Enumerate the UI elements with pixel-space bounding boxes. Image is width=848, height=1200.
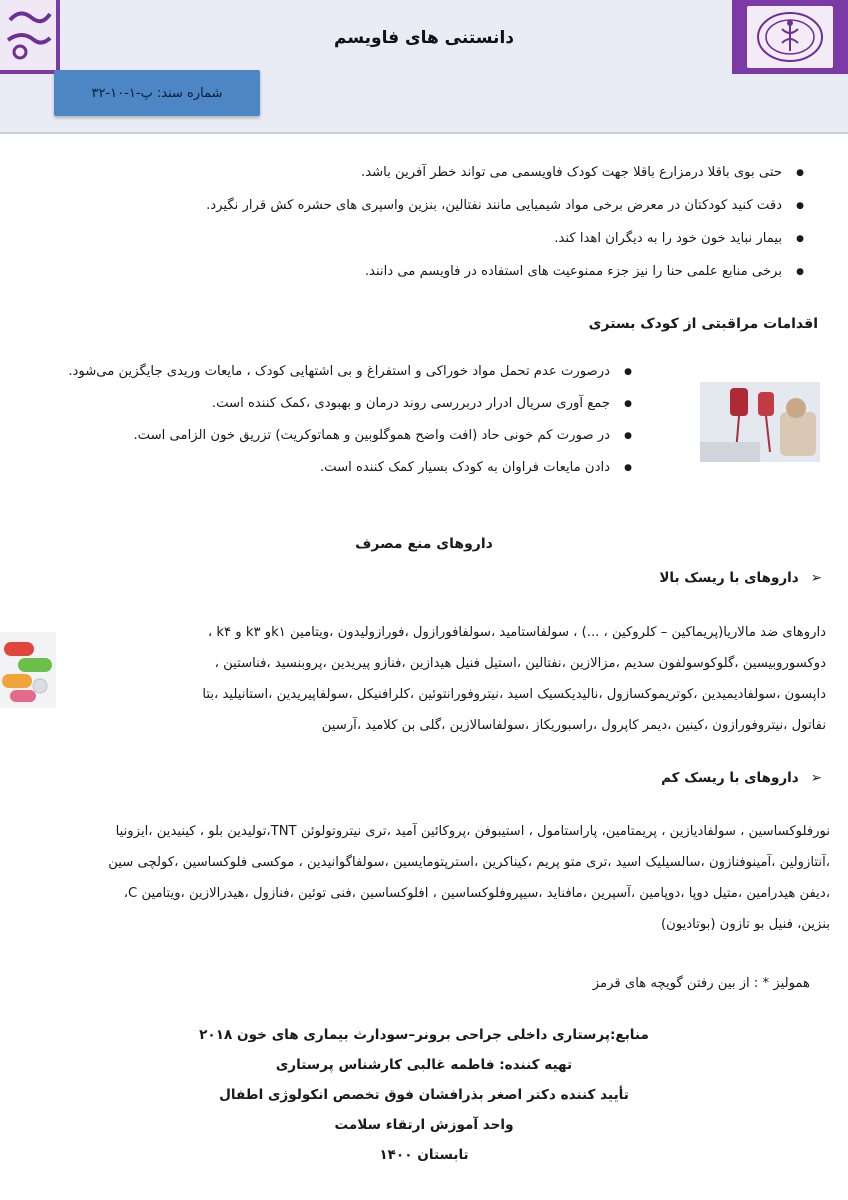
list-item: ● حتی بوی باقلا درمزارع باقلا جهت کودک فاویسمی می تواند خطر آفرین باشد. <box>40 164 810 182</box>
unit-line: واحد آموزش ارتقاء سلامت <box>334 1117 514 1133</box>
hospital-logo-left <box>0 0 60 74</box>
page-title: دانستنی های فاویسم <box>334 28 514 48</box>
drug-line: دوکسوروبیسین ،گلوکوسولفون سدیم ،مزالازین ،نفتالین ،استیل فنیل هیدازین ،فنازو پیریدین ،پروبنسید ،فناستین ، <box>214 656 826 671</box>
low-risk-heading <box>440 770 822 786</box>
drug-line: داپسون ،سولفادیمیدین ،کوتریموکسازول ،نالیدیکسیک اسید ،نیتروفورانتوئین ،کلرافنیکل ،سولفاپیریدین ،استانیلید ،بتا <box>202 687 826 702</box>
sources-line: منابع:پرستاری داخلی جراحی برونر–سودارث بیماری های خون ۲۰۱۸ <box>199 1027 649 1043</box>
drug-line: بنزین، فنیل بو تازون (بوتادیون) <box>660 917 830 932</box>
document-number: شماره سند: پ-۱-۱۰-۳۲ <box>91 85 223 101</box>
list-item: ● دقت کنید کودکتان در معرض برخی مواد شیمیایی مانند نفتالین، بنزین واسپری های حشره کش قرار نگیرد. <box>40 197 810 215</box>
low-risk-heading-text: داروهای با ریسک کم <box>661 770 799 786</box>
drug-line: نفاتول ،نیتروفورازون ،کینین ،دیمر کاپرول ،راسبوریکاز ،سولفاسالازین ،گلی بن کلامید ،آرسین <box>321 718 826 733</box>
list-item: ● دادن مایعات فراوان به کودک بسیار کمک کننده است. <box>4 459 638 477</box>
approved-by-line: تأیید کننده دکتر اصغر بذرافشان فوق تخصص انکولوژی اطفال <box>219 1087 629 1103</box>
pills-image <box>0 632 56 708</box>
care-list <box>4 363 638 477</box>
drug-line: نورفلوکساسین ، سولفادیازین ، پریمتامین، پاراستامول ، استیبوفن ،پروکائین آمید ،تری نیتروتولوئن TNT،تولیدین بلو ، کینیدین ،ایزونیا <box>115 824 830 839</box>
list-item: ● درصورت عدم تحمل مواد خوراکی و استفراغ و بی اشتهایی کودک ، مایعات وریدی جایگزین می‌شود. <box>4 363 638 381</box>
high-risk-heading-text: داروهای با ریسک بالا <box>659 570 799 586</box>
document-number-badge <box>54 70 260 116</box>
warnings-list <box>40 164 810 281</box>
high-risk-heading <box>440 570 822 586</box>
hemolysis-note: همولیز * : از بین رفتن گویچه های قرمز <box>592 976 810 991</box>
university-logo <box>732 0 848 74</box>
footer-credits <box>100 1020 748 1170</box>
prepared-by-line: تهیه کننده: فاطمه غالبی کارشناس پرستاری <box>275 1057 573 1073</box>
list-item: ● برخی منابع علمی حنا را نیز جزء ممنوعیت های استفاده در فاویسم می دانند. <box>40 263 810 281</box>
low-risk-drug-list <box>0 816 830 940</box>
arrow-bullet-icon: ➢ <box>810 570 822 586</box>
high-risk-drug-list <box>76 617 826 741</box>
date-line: تابستان ۱۴۰۰ <box>379 1147 469 1163</box>
list-item: ● بیمار نباید خون خود را به دیگران اهدا کند. <box>40 230 810 248</box>
contraindicated-drugs-title: داروهای منع مصرف <box>355 536 493 552</box>
drug-line: ،دیفن هیدرامین ،متیل دوپا ،دوپامین ،آسپرین ،مافناید ،سیپروفلوکساسین ، افلوکساسین ،فنی توئین ،فنازول ،هیدرالازین ،ویتامین C، <box>123 886 830 901</box>
care-section <box>4 363 638 491</box>
list-item: ● در صورت کم خونی حاد (افت واضح هموگلوبین و هماتوکریت) تزریق خون الزامی است. <box>4 427 638 445</box>
drug-line: ،آنتازولین ،آمینوفنازون ،سالسیلیک اسید ،تری متو پریم ،کیناکرین ،استرپتومایسین ،سولفاگوانیدین ، موکسی فلوکساسین ،کولچی سین <box>108 855 830 870</box>
warnings-section <box>40 164 810 296</box>
arrow-bullet-icon: ➢ <box>810 770 822 786</box>
drug-line: داروهای ضد مالاریا(پریماکین – کلروکین ، ...) ، سولفاستامید ،سولفافورازول ،فورازولیدون ،ویتامین k۱و k۳ و k۴ ، <box>207 625 826 640</box>
care-section-title: اقدامات مراقبتی از کودک بستری <box>588 316 818 332</box>
list-item: ● جمع آوری سریال ادرار دربررسی روند درمان و بهبودی ،کمک کننده است. <box>4 395 638 413</box>
blood-transfusion-image <box>700 382 820 462</box>
